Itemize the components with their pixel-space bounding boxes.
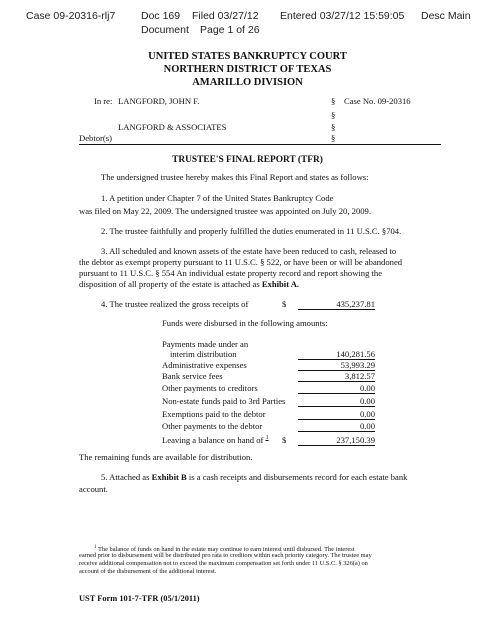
balance-footnote-ref: 1	[265, 435, 269, 442]
disb-label-exemptions: Exemptions paid to the debtor	[162, 409, 266, 419]
para5-line2: account.	[79, 484, 108, 494]
balance-amount: 237,150.39	[336, 435, 375, 445]
footnote-marker: 1	[94, 545, 97, 550]
disb-amount-creditors: 0.00	[359, 383, 375, 393]
para3-line4	[79, 279, 299, 289]
disb-label-debtor: Other payments to the debtor	[162, 421, 263, 431]
gross-amount: 435,237.81	[336, 299, 375, 309]
form-identifier: UST Form 101-7-TFR (05/1/2011)	[79, 594, 200, 603]
report-title: TRUSTEE'S FINAL REPORT (TFR)	[172, 155, 323, 165]
remaining-funds-text: The remaining funds are available for distribution.	[79, 452, 253, 462]
header-case: Case 09-20316-rlj7	[26, 10, 116, 22]
para3-line2: the debtor as exempt property pursuant to 11 U.S.C. § 522, or have been or will be abandoned	[79, 257, 403, 267]
para1-line2: was filed on May 22, 2009. The undersigned trustee was appointed on July 20, 2009.	[79, 206, 371, 216]
header-filed: Filed 03/27/12	[192, 10, 259, 22]
caption-section-4: §	[331, 133, 336, 143]
caption-rule	[79, 144, 441, 145]
para1-line1: 1. A petition under Chapter 7 of the United States Bankruptcy Code	[101, 193, 334, 203]
exhibit-a-ref: Exhibit A.	[261, 279, 300, 289]
gross-dollar-sign: $	[282, 299, 287, 309]
disb-amount-debtor: 0.00	[359, 421, 375, 431]
footnote-text-1: The balance of funds on hand in the estate may continue to earn interest until disbursed. The interest	[97, 546, 355, 554]
caption-debtors: Debtor(s)	[79, 133, 112, 143]
header-desc: Desc Main	[421, 10, 471, 22]
para3-line3: pursuant to 11 U.S.C. § 554 An individual estate property record and report showing the	[79, 268, 383, 278]
para3-line1: 3. All scheduled and known assets of the estate have been reduced to cash, released to	[101, 246, 397, 256]
disb-label-interim: Payments made under an	[162, 339, 249, 349]
caption-section-3: §	[331, 122, 336, 132]
balance-label-text: Leaving a balance on hand of	[162, 435, 264, 445]
footnote-line4: account of the disbursement of the additional interest.	[79, 568, 217, 575]
court-name: UNITED STATES BANKRUPTCY COURT	[148, 51, 347, 62]
footnote-line2: earned prior to disbursement will be distributed pro rata to creditors within each priority category. The trustee may	[79, 552, 372, 559]
para5-line1-c: is a cash receipts and disbursements record for each estate bank	[188, 472, 408, 482]
header-entered: Entered 03/27/12 15:59:05	[280, 10, 405, 22]
disb-amount-bank: 3,812.57	[344, 371, 375, 381]
court-division: AMARILLO DIVISION	[192, 77, 303, 88]
caption-debtor-name: LANGFORD, JOHN F.	[118, 96, 200, 106]
caption-section-1: §	[331, 96, 336, 106]
disb-label-interim-2: interim distribution	[170, 349, 237, 359]
para3-line4-text: disposition of all property of the estate is attached as	[79, 279, 260, 289]
header-document: Document	[141, 24, 189, 36]
exhibit-b-ref: Exhibit B	[151, 472, 187, 482]
header-doc: Doc 169	[141, 10, 181, 22]
balance-label	[162, 435, 269, 445]
balance-dollar-sign: $	[282, 435, 287, 445]
para4-label: 4. The trustee realized the gross receipts of	[101, 299, 249, 309]
disbursed-intro: Funds were disbursed in the following amounts:	[162, 318, 328, 328]
disb-label-nonestate: Non-estate funds paid to 3rd Parties	[162, 396, 286, 406]
disb-label-bank: Bank service fees	[162, 371, 223, 381]
caption-associate: LANGFORD & ASSOCIATES	[118, 122, 227, 132]
disb-amount-admin: 53,993.29	[340, 360, 375, 370]
disb-label-creditors: Other payments to creditors	[162, 383, 258, 393]
para5-line1-a: 5. Attached as	[101, 472, 150, 482]
caption-case-number: Case No. 09-20316	[344, 96, 411, 106]
intro-text: The undersigned trustee hereby makes this Final Report and states as follows:	[101, 172, 369, 182]
caption-section-2: §	[331, 110, 336, 120]
disb-label-admin: Administrative expenses	[162, 360, 247, 370]
caption-in-re: In re:	[94, 96, 113, 106]
header-page: Page 1 of 26	[200, 24, 260, 36]
disb-amount-nonestate: 0.00	[359, 396, 375, 406]
footnote-line3: receive additional compensation not to exceed the maximum compensation set forth under 11 U.S.C. § 326(a) on	[79, 560, 368, 567]
para2-text: 2. The trustee faithfully and properly fulfilled the duties enumerated in 11 U.S.C. §704.	[101, 226, 402, 236]
court-district: NORTHERN DISTRICT OF TEXAS	[163, 64, 332, 75]
disb-amount-exemptions: 0.00	[359, 409, 375, 419]
para5-line1	[101, 472, 407, 482]
disb-amount-interim: 140,281.56	[336, 349, 375, 359]
